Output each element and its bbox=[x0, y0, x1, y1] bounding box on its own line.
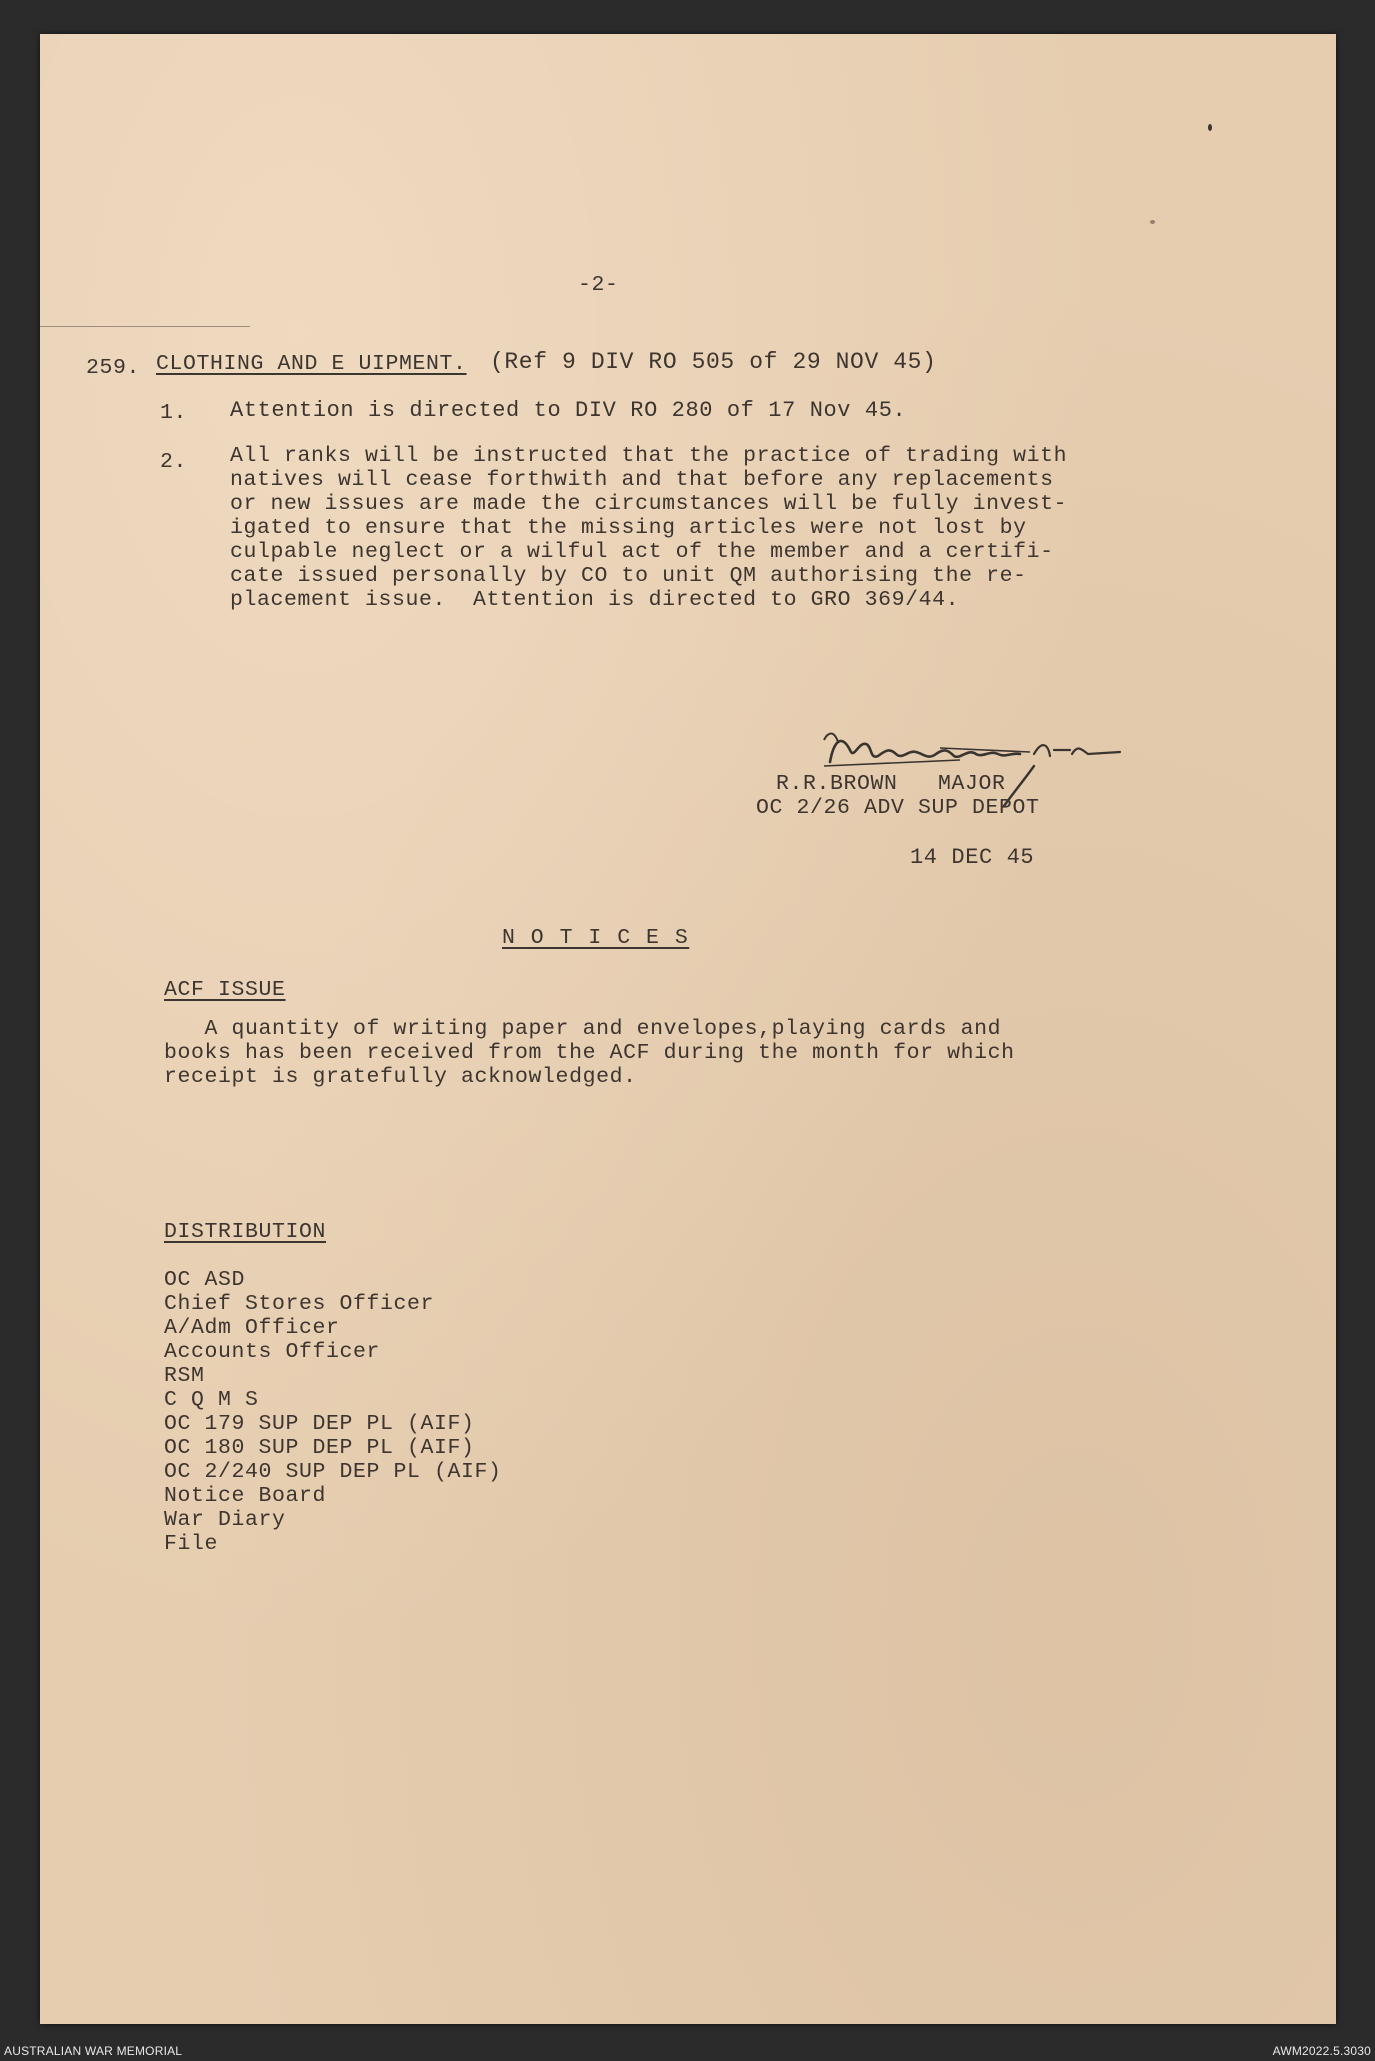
item-text-line: igated to ensure that the missing articles were not lost by bbox=[230, 516, 1027, 540]
notice-text-line: books has been received from the ACF during the month for which bbox=[164, 1041, 1015, 1065]
item-text-line: cate issued personally by CO to unit QM authorising the re- bbox=[230, 564, 1027, 588]
distribution-item: Notice Board bbox=[164, 1484, 327, 1508]
ink-speck bbox=[1150, 220, 1155, 224]
notice-text-line: A quantity of writing paper and envelopes,playing cards and bbox=[164, 1017, 1002, 1041]
document-page bbox=[40, 34, 1336, 2024]
faint-rule bbox=[40, 326, 250, 327]
item-text-line: culpable neglect or a wilful act of the member and a certifi- bbox=[230, 540, 1054, 564]
item-text-line: placement issue. Attention is directed to GRO 369/44. bbox=[230, 588, 960, 612]
distribution-item: RSM bbox=[164, 1364, 205, 1388]
section-number: 259. bbox=[86, 356, 141, 380]
ink-speck bbox=[1208, 124, 1212, 131]
item-text-line: or new issues are made the circumstances will be fully invest- bbox=[230, 492, 1068, 516]
distribution-item: OC 179 SUP DEP PL (AIF) bbox=[164, 1412, 475, 1436]
signature-date: 14 DEC 45 bbox=[910, 845, 1035, 870]
page-number: -2- bbox=[578, 273, 619, 297]
distribution-item: OC 2/240 SUP DEP PL (AIF) bbox=[164, 1460, 502, 1484]
item-text-line: Attention is directed to DIV RO 280 of 17 Nov 45. bbox=[230, 398, 907, 423]
section-title: CLOTHING AND E UIPMENT. bbox=[156, 352, 467, 376]
distribution-item: Chief Stores Officer bbox=[164, 1292, 435, 1316]
signatory-line: R.R.BROWN MAJOR bbox=[776, 772, 1006, 796]
notice-text-line: receipt is gratefully acknowledged. bbox=[164, 1065, 637, 1089]
footer-accession-number: AWM2022.5.3030 bbox=[1272, 2044, 1371, 2058]
footer-credit: AUSTRALIAN WAR MEMORIAL bbox=[4, 2044, 183, 2058]
item-number: 1. bbox=[160, 401, 188, 425]
distribution-heading: DISTRIBUTION bbox=[164, 1220, 327, 1244]
distribution-item: C Q M S bbox=[164, 1388, 259, 1412]
notices-heading: N O T I C E S bbox=[502, 926, 690, 950]
distribution-item: File bbox=[164, 1532, 219, 1556]
distribution-item: Accounts Officer bbox=[164, 1340, 381, 1364]
item-text-line: natives will cease forthwith and that before any replacements bbox=[230, 468, 1054, 492]
distribution-item: OC ASD bbox=[164, 1268, 246, 1292]
item-text-line: All ranks will be instructed that the practice of trading with bbox=[230, 444, 1068, 468]
item-number: 2. bbox=[160, 450, 188, 474]
distribution-item: A/Adm Officer bbox=[164, 1316, 340, 1340]
handwritten-signature bbox=[820, 720, 1150, 780]
signatory-title: OC 2/26 ADV SUP DEPOT bbox=[756, 796, 1040, 820]
distribution-item: War Diary bbox=[164, 1508, 286, 1532]
notice-subheading: ACF ISSUE bbox=[164, 978, 286, 1002]
distribution-item: OC 180 SUP DEP PL (AIF) bbox=[164, 1436, 475, 1460]
section-reference: (Ref 9 DIV RO 505 of 29 NOV 45) bbox=[490, 349, 937, 375]
